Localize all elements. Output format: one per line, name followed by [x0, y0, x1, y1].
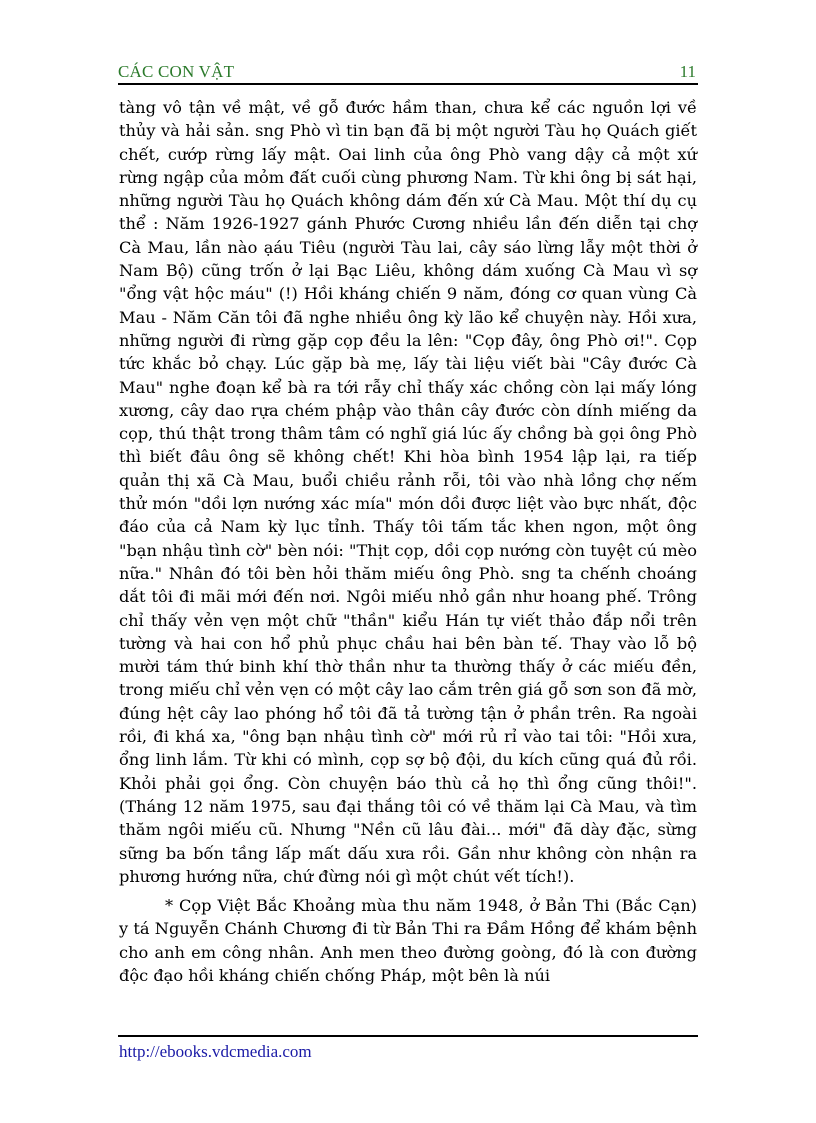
header-rule [118, 83, 698, 85]
page-header [118, 58, 698, 84]
paragraph: * Cọp Việt Bắc Khoảng mùa thu năm 1948, ở Bản Thi (Bắc Cạn) y tá Nguyễn Chánh Chương đi từ Bản Thi ra Đầm Hồng để khám bệnh cho anh em công nhân. Anh men theo đường goòng, đó là con đường độc đạo hồi kháng chiến chống Pháp, một bên là núi [119, 896, 697, 985]
body-text [119, 96, 697, 987]
footer-rule [118, 1035, 698, 1037]
running-title: CÁC CON VẬT [118, 62, 235, 81]
page-number: 11 [679, 62, 696, 81]
paragraph: tàng vô tận về mật, về gỗ đước hầm than, chưa kể các nguồn lợi về thủy và hải sản. sng Phò vì tin bạn đã bị một người Tàu họ Quách giết chết, cướp rừng lấy mật. Oai linh của ông Phò vang dậy cả một xứ rừng ngập của mỏm đất cuối cùng phương Nam. Từ khi ông bị sát hại, những người Tàu họ Quách không dám đến xứ Cà Mau. Một thí dụ cụ thể : Năm 1926-1927 gánh Phước Cương nhiều lần đến diễn tại chợ Cà Mau, lần nào ạáu Tiêu (người Tàu lai, cây sáo lừng lẫy một thời ở Nam Bộ) cũng trốn ở lại Bạc Liêu, không dám xuống Cà Mau vì sợ "ổng vật hộc máu" (!) Hồi kháng chiến 9 năm, đóng cơ quan vùng Cà Mau - Năm Căn tôi đã nghe nhiều ông kỳ lão kể chuyện này. Hồi xưa, những người đi rừng gặp cọp đều la lên: "Cọp đây, ông Phò ơi!". Cọp tức khắc bỏ chạy. Lúc gặp bà mẹ, lấy tài liệu viết bài "Cây đước Cà Mau" nghe đoạn kể bà ra tới rẫy chỉ thấy xác chồng còn lại mấy lóng xương, cây dao rựa chém phập vào thân cây đước còn dính miếng da cọp, thú thật trong thâm tâm có nghĩ giá lúc ấy chồng bà gọi ông Phò thì biết đâu ông sẽ không chết! Khi hòa bình 1954 lập lại, ra tiếp quản thị xã Cà Mau, buổi chiều rảnh rỗi, tôi vào nhà lồng chợ nếm thử món "dồi lợn nướng xác mía" món dồi được liệt vào bực nhất, độc đáo của cả Nam kỳ lục tỉnh. Thấy tôi tấm tắc khen ngon, một ông "bạn nhậu tình cờ" bèn nói: "Thịt cọp, dồi cọp nướng còn tuyệt cú mèo nữa." Nhân đó tôi bèn hỏi thăm miếu ông Phò. sng ta chếnh choáng dắt tôi đi mãi mới đến nơi. Ngôi miếu nhỏ gần như hoang phế. Trông chỉ thấy vẻn vẹn một chữ "thần" kiểu Hán tự viết thảo đắp nổi trên tường và hai con hổ phủ phục chầu hai bên bàn tế. Thay vào lỗ bộ mười tám thứ binh khí thờ thần như ta thường thấy ở các miếu đền, trong miếu chỉ vẻn vẹn có một cây lao cắm trên giá gỗ sơn son đã mờ, đúng hệt cây lao phóng hổ tôi đã tả tường tận ở phần trên. Ra ngoài rồi, đi khá xa, "ông bạn nhậu tình cờ" mới rủ rỉ vào tai tôi: "Hồi xưa, ổng linh lắm. Từ khi có mình, cọp sợ bộ đội, du kích cũng quá đủ rồi. Khỏi phải gọi ổng. Còn chuyện báo thù cả họ thì ổng cũng thôi!". (Tháng 12 năm 1975, sau đại thắng tôi có về thăm lại Cà Mau, và tìm thăm ngôi miếu cũ. Nhưng "Nền cũ lâu đài... mới" đã dày đặc, sừng sững ba bốn tầng lấp mất dấu xưa rồi. Gần như không còn nhận ra phương hướng nữa, chứ đừng nói gì một chút vết tích!). [119, 98, 697, 886]
footer-url[interactable]: http://ebooks.vdcmedia.com [119, 1042, 312, 1061]
